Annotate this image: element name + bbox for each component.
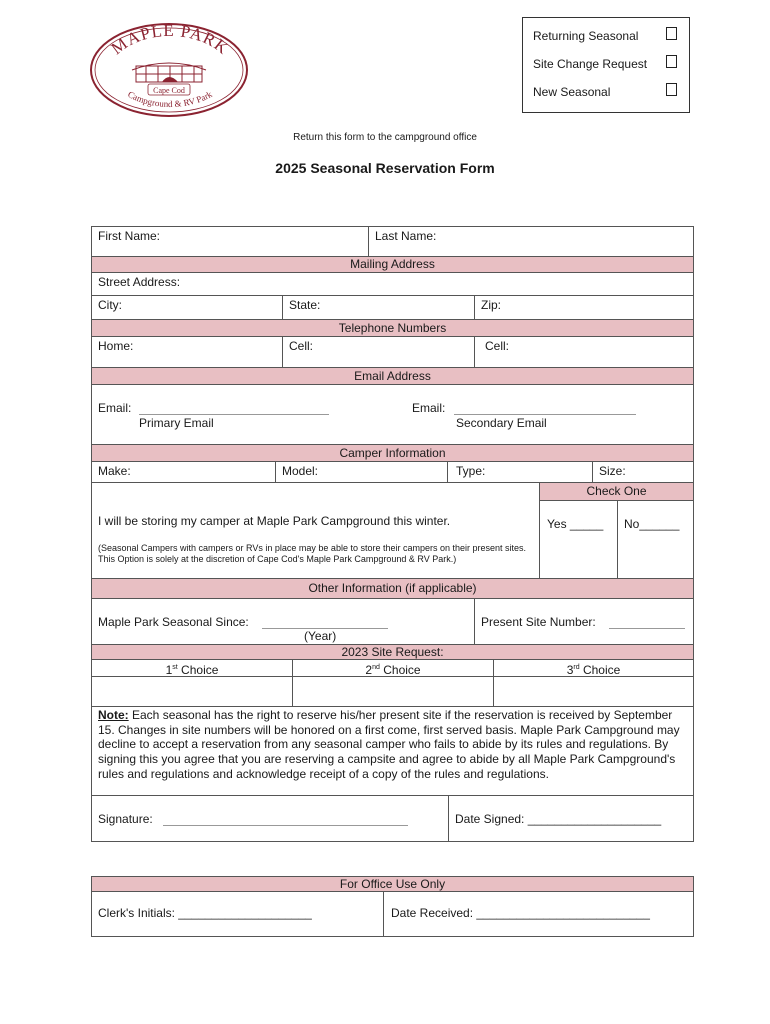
present-site-field (474, 599, 693, 644)
signature-input[interactable] (163, 825, 408, 826)
office-use-header: For Office Use Only (91, 876, 694, 892)
signature-row (91, 796, 694, 842)
last-name-field[interactable] (368, 227, 693, 256)
note-row (91, 707, 694, 796)
storage-yes-option[interactable]: Yes _____ (547, 517, 604, 531)
form-title: 2025 Seasonal Reservation Form (275, 160, 495, 176)
telephone-header: Telephone Numbers (91, 320, 694, 337)
maple-park-logo (88, 18, 250, 118)
date-received-field[interactable] (383, 892, 693, 936)
zip-label: Zip: (481, 298, 502, 312)
telephone-row (91, 337, 694, 368)
cell-phone-2-label: Cell: (485, 339, 510, 353)
cell-phone-label: Cell: (289, 339, 314, 353)
cell-phone-field[interactable] (282, 337, 474, 367)
new-seasonal-option[interactable]: New Seasonal (533, 83, 681, 101)
size-field[interactable] (592, 462, 693, 482)
third-choice-header: 3rd Choice (493, 660, 693, 676)
seasonal-since-label: Maple Park Seasonal Since: (98, 615, 249, 629)
clerk-initials-label: Clerk's Initials: ____________________ (98, 906, 312, 920)
checkbox-icon[interactable] (666, 27, 677, 40)
model-field[interactable] (275, 462, 447, 482)
check-one-area (539, 483, 693, 578)
model-label: Model: (282, 464, 319, 478)
second-choice-header: 2nd Choice (292, 660, 493, 676)
logo-subtitle: Campground & RV Park (126, 89, 214, 109)
site-choice-inputs (91, 677, 694, 707)
date-received-label: Date Received: __________________________ (391, 906, 650, 920)
state-label: State: (289, 298, 321, 312)
camper-info-header: Camper Information (91, 445, 694, 462)
check-one-header: Check One (540, 483, 693, 501)
primary-email-caption: Primary Email (139, 416, 214, 430)
other-info-header: Other Information (if applicable) (91, 579, 694, 599)
return-note: Return this form to the campground office (293, 132, 477, 143)
site-request-header: 2023 Site Request: (91, 645, 694, 660)
secondary-email-caption: Secondary Email (456, 416, 547, 430)
site-choice-headers (91, 660, 694, 677)
storage-note: (Seasonal Campers with campers or RVs in place may be able to store their campers on their present sites. This Option is solely at the discretion of Cape Cod's Maple Park Campground & RV Park.) (98, 543, 527, 564)
zip-field[interactable] (474, 296, 693, 319)
storage-no-cell (617, 500, 693, 578)
other-info-row (91, 599, 694, 645)
checkbox-icon[interactable] (666, 83, 677, 96)
office-use-row (91, 892, 694, 937)
email-label: Email: (98, 401, 132, 415)
city-state-zip-row (91, 296, 694, 320)
second-choice-input[interactable] (292, 677, 493, 706)
present-site-label: Present Site Number: (481, 615, 596, 629)
secondary-email-input[interactable] (454, 414, 636, 415)
note-paragraph: Note: Each seasonal has the right to reserve his/her present site if the reservation is received by September 15. Changes in site numbers will be honored on a first come, first served basis. Maple Park Campground may decline to accept a reservation from any seasonal camper who fails to abide by its rules and regulations. By signing this you agree that you are reserving a campsite and agree to abide by all Maple Park Campground's rules and regulations and acknowledge receipt of a copy of the rules and regulations. (98, 708, 680, 781)
camper-details-row (91, 462, 694, 483)
primary-email-input[interactable] (139, 414, 329, 415)
first-choice-header: 1st Choice (165, 663, 219, 677)
date-signed-label: Date Signed: ____________________ (455, 812, 662, 826)
email-row (91, 385, 694, 445)
street-address-label: Street Address: (98, 275, 181, 289)
site-change-request-option[interactable]: Site Change Request (533, 55, 681, 73)
make-label: Make: (98, 464, 131, 478)
first-choice-input[interactable] (92, 677, 292, 706)
size-label: Size: (599, 464, 626, 478)
third-choice-input[interactable] (493, 677, 693, 706)
mailing-address-header: Mailing Address (91, 257, 694, 273)
type-field[interactable] (447, 462, 592, 482)
logo-title: MAPLE PARK (107, 20, 233, 59)
home-phone-label: Home: (98, 339, 134, 353)
type-label: Type: (456, 464, 486, 478)
last-name-label: Last Name: (375, 229, 437, 243)
storage-no-option[interactable]: No______ (624, 517, 680, 531)
city-label: City: (98, 298, 122, 312)
street-address-row[interactable] (91, 273, 694, 296)
state-field[interactable] (282, 296, 474, 319)
logo-cape-cod: Cape Cod (153, 86, 185, 95)
checkbox-icon[interactable] (666, 55, 677, 68)
returning-seasonal-option[interactable]: Returning Seasonal (533, 27, 681, 45)
storage-question: I will be storing my camper at Maple Park Campground this winter. (98, 514, 451, 528)
year-caption: (Year) (304, 629, 337, 643)
reservation-type-box (522, 17, 690, 113)
svg-text:MAPLE PARK (108, 21, 233, 58)
storage-row (91, 483, 694, 579)
email-label-2: Email: (412, 401, 446, 415)
signature-label: Signature: (98, 812, 153, 826)
present-site-input[interactable] (609, 628, 685, 629)
name-row (91, 226, 694, 257)
cell-phone-2-field[interactable] (474, 337, 693, 367)
date-signed-field[interactable] (448, 796, 693, 841)
email-header: Email Address (91, 368, 694, 385)
first-name-label: First Name: (98, 229, 161, 243)
